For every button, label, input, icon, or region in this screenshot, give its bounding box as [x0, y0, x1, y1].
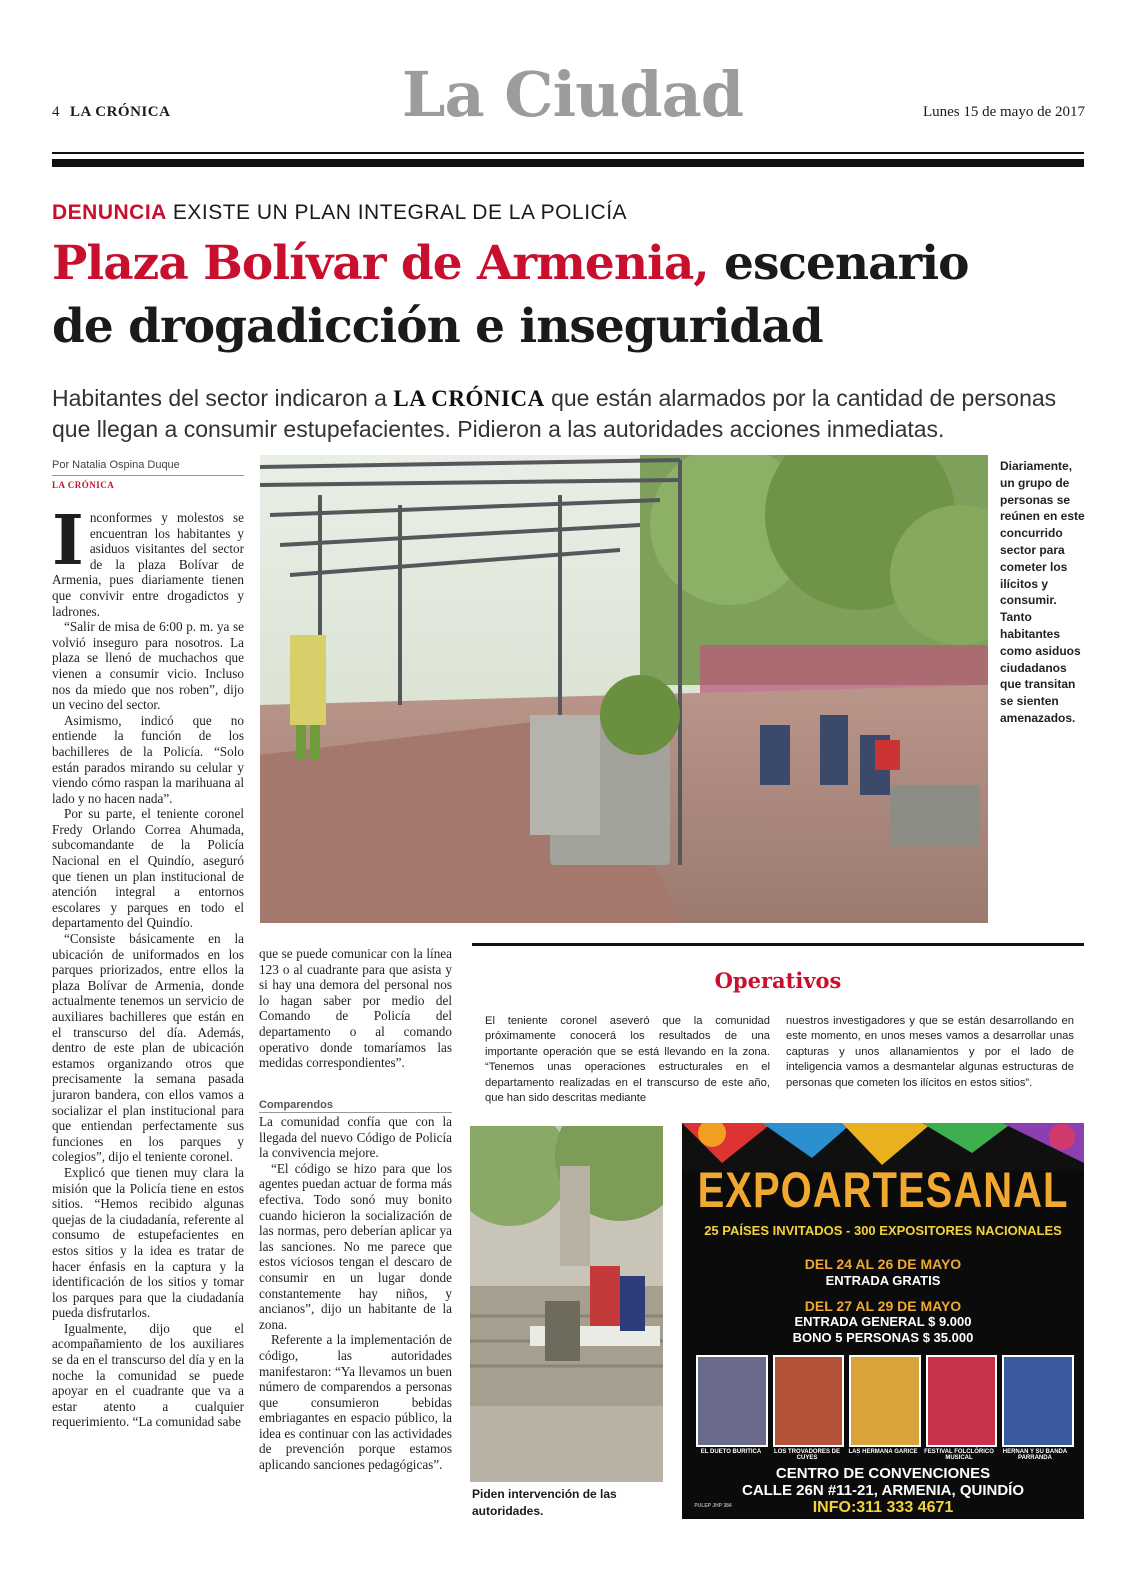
secondary-photo-caption: Piden intervención de las autoridades. — [472, 1487, 617, 1518]
ad-line-bono: BONO 5 PERSONAS $ 35.000 — [792, 1330, 974, 1345]
kicker-text: EXISTE UN PLAN INTEGRAL DE LA POLICÍA — [172, 201, 628, 224]
article-column-1 — [52, 501, 244, 1430]
secondary-photo — [470, 1126, 663, 1482]
paragraph: “El código se hizo para que los agentes puedan actuar de forma más efectiva. Todo sonó muy bonito cuando hicieron la socialización de las normas, pero deberían aplicar ya las sanciones. No me parece que estos viciosos tengan el descaro de consumir en un lugar donde constantemente hay niños, y ancianos”, dijo un habitante de la zona. — [259, 1160, 452, 1332]
page-number: 4 — [52, 104, 60, 120]
article-column-2-continued — [259, 1114, 452, 1473]
paragraph: “Consiste básicamente en la ubicación de uniformados en los parques priorizados, entre ellos la plaza Bolívar de Armenia, donde actualmente tenemos un servicio de auxiliares bachilleres que están en el transcurso del día. Además, dentro de este plan de ubicación estamos organizando otros que precisamente la semana pasada juraron bandera, con ellos vamos a socializar el plan institucional para que entiendan perfectamente sus funciones en los parques y colegios”, dijo el teniente coronel. — [52, 931, 244, 1165]
byline-publication: LA CRÓNICA — [52, 480, 115, 490]
main-photo-caption: Diariamente, un grupo de personas se reúnen en este concurrido sector para cometer los ilícitos y consumir. Tanto habitantes como asiduos ciudadanos que transitan se sienten amenazados. — [1000, 459, 1085, 725]
ad-info-phone: INFO:311 333 4671 — [812, 1499, 954, 1516]
act-caption: EL DUETO BURITICA — [700, 1449, 762, 1455]
paragraph: Asimismo, indicó que no entiende la función de los bachilleres de la Policía. “Solo están parados mirando su celular y viendo cómo raspan la marihuana al lado y no hacen nada”. — [52, 712, 244, 806]
ad-acts-photos — [696, 1355, 1074, 1447]
act-caption: LAS HERMANA GARICE — [848, 1449, 918, 1455]
headline-red: Plaza Bolívar de Armenia, — [52, 236, 709, 291]
ad-address: CALLE 26N #11-21, ARMENIA, QUINDÍO — [741, 1482, 1024, 1499]
ad-line-countries: 25 PAÍSES INVITADOS - 300 EXPOSITORES NACIONALES — [704, 1223, 1062, 1238]
sidebar-title: Operativos — [714, 968, 842, 993]
act-caption: LOS TROVADORES DE CUYES — [774, 1449, 840, 1461]
ad-fineprint: PULEP JHP 384 — [694, 1503, 732, 1509]
byline-rule — [52, 475, 244, 476]
publication-name: LA CRÓNICA — [70, 104, 171, 120]
paragraph: La comunidad confía que con la llegada del nuevo Código de Policía la convivencia mejore. — [259, 1114, 452, 1161]
ad-line-dates1: DEL 24 AL 26 DE MAYO — [804, 1256, 962, 1272]
subhead-rule — [259, 1112, 452, 1113]
paragraph: Por su parte, el teniente coronel Fredy Orlando Correa Ahumada, subcomandante de la Policía Nacional en el Quindío, aseguró que tienen un plan institucional de atención integral a entornos escolares y parques en todo el departamento del Quindío. — [52, 806, 244, 931]
sidebar-rule — [472, 943, 1084, 946]
main-photo-plaza — [260, 455, 988, 923]
paragraph — [52, 501, 244, 619]
issue-date: Lunes 15 de mayo de 2017 — [922, 104, 1085, 120]
byline: Por Natalia Ospina Duque — [52, 459, 180, 471]
headline — [52, 232, 1092, 358]
headline-line1-rest: escenario — [708, 236, 969, 291]
paragraph: que se puede comunicar con la línea 123 o al cuadrante para que asista y si hay una demora del personal nos lo hagan saber por medio del Comando de Policía del departamento o al comando operativo donde tomaríamos las medidas correspondientes”. — [259, 946, 452, 1071]
act-caption: HERNAN Y SU BANDA PARRANDA — [1002, 1449, 1068, 1461]
sidebar-column-1: El teniente coronel aseveró que la comunidad próximamente conocerá los resultados de una importante operación que se está llevando en la zona. “Tenemos unas operaciones estructurales en el departamento realizadas en el transcurso de este año, que han sido descritas mediante — [485, 1015, 770, 1105]
kicker — [52, 201, 627, 225]
header-rule-thick — [52, 159, 1084, 167]
plaza-photo-illustration — [260, 455, 988, 923]
act-photo — [696, 1355, 768, 1447]
paragraph: Explicó que tienen muy clara la misión que la Policía tiene en estos sitios. “Hemos recibido algunas quejas de la ciudadanía, referente al consumo de estupefacientes en estos sitios y la idea es tratar de hacer énfasis en la captura y la identificación de los sitios y tomar los parques para que la ciudadanía pueda disfrutarlos. — [52, 1164, 244, 1321]
sidebar-column-2: nuestros investigadores y que se están desarrollando en este momento, en unos meses vamos a desarrollar unas capturas y unos allanamientos y por el lado de inteligencia vamos a desmantelar algunas estructuras de personas que cometen los ilícitos en estos sitios”. — [786, 1015, 1074, 1089]
act-photo — [926, 1355, 998, 1447]
ad-line-free: ENTRADA GRATIS — [825, 1273, 941, 1288]
subhead-comparendos: Comparendos — [259, 1099, 333, 1111]
deck — [52, 383, 1092, 445]
kicker-label: DENUNCIA — [52, 201, 167, 224]
paragraph: Referente a la implementación de código, las autoridades manifestaron: “Ya llevamos un buen número de comparendos a personas que consumieron bebidas embriagantes en espacio público, la idea es continuar con las actividades de prevención porque estamos aplicando sanciones pedagógicas”. — [259, 1332, 452, 1473]
headline-line2: de drogadicción e inseguridad — [52, 299, 823, 354]
deck-bold: LA CRÓNICA — [393, 386, 545, 411]
header-rule-thin — [52, 152, 1084, 154]
ad-line-dates2: DEL 27 AL 29 DE MAYO — [804, 1298, 962, 1314]
deck-pre: Habitantes del sector indicaron a — [52, 385, 394, 411]
ad-line-price: ENTRADA GENERAL $ 9.000 — [794, 1314, 972, 1329]
ad-venue: CENTRO DE CONVENCIONES — [775, 1465, 991, 1482]
act-photo — [849, 1355, 921, 1447]
paragraph-text: nconformes y molestos se encuentran los habitantes y asiduos visitantes del sector de la plaza Bolívar de Armenia, pues diariamente tienen que convivir entre drogadictos y ladrones. — [52, 510, 244, 619]
paragraph: Igualmente, dijo que el acompañamiento de los auxiliares se da en el transcurso del día y en la noche la comunidad se puede apoyar en el cuadrante que va a estar atento a cualquier requerimiento. “La comunidad sabe — [52, 1320, 244, 1430]
act-caption: FESTIVAL FOLCLÓRICO MUSICAL — [924, 1449, 994, 1461]
section-title: La Ciudad — [401, 58, 744, 131]
act-photo — [773, 1355, 845, 1447]
bench-photo-illustration — [470, 1126, 663, 1482]
article-column-2 — [259, 946, 452, 1071]
ad-title: EXPOARTESANAL — [697, 1163, 1069, 1219]
paragraph: “Salir de misa de 6:00 p. m. ya se volvió inseguro para nosotros. La plaza se llenó de muchachos que vienen a consumir vicio. Incluso nos da miedo que nos roben”, dijo un vecino del sector. — [52, 619, 244, 713]
act-photo — [1002, 1355, 1074, 1447]
deck-post: que están alarmados por la cantidad de personas que llegan a consumir estupefacientes. Pidieron a las autoridades acciones inmediatas. — [52, 385, 1057, 442]
advertisement-expoartesanal — [682, 1123, 1084, 1519]
drop-cap: I — [52, 501, 84, 581]
